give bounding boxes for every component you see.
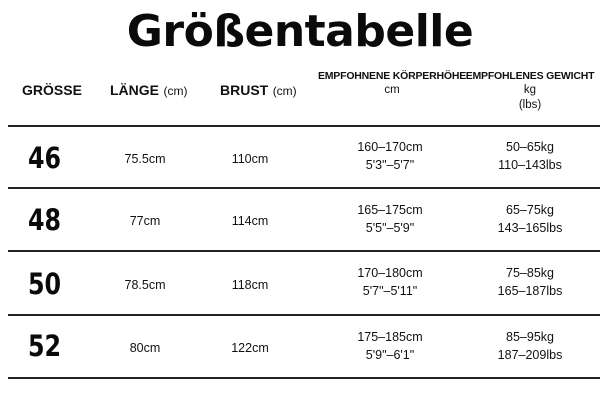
row-height-cm: 175–185cm: [357, 330, 423, 344]
row-chest: 122cm: [231, 341, 269, 355]
row-height: [325, 138, 455, 174]
header-chest-unit: (cm): [272, 84, 297, 98]
row-length: 78.5cm: [124, 278, 166, 292]
row-height-cm: 165–175cm: [357, 203, 423, 217]
row-weight-lbs: 187–209lbs: [497, 348, 563, 362]
header-chest-label: BRUST: [220, 82, 269, 98]
table-divider: [8, 314, 600, 316]
row-chest: 110cm: [231, 152, 269, 166]
header-size-label: GRÖSSE: [22, 82, 82, 98]
row-length: 77cm: [129, 214, 161, 228]
header-chest: [220, 82, 297, 100]
header-size: [22, 82, 82, 100]
row-weight: [465, 328, 595, 364]
row-height-ft: 5'5"–5'9": [365, 221, 415, 235]
row-length: 75.5cm: [124, 152, 166, 166]
row-chest: 118cm: [231, 278, 269, 292]
row-height-ft: 5'9"–6'1": [365, 348, 415, 362]
row-height-ft: 5'3"–5'7": [365, 158, 415, 172]
table-divider: [8, 250, 600, 252]
page-title: Größentabelle: [126, 6, 474, 57]
row-weight-kg: 50–65kg: [506, 140, 554, 154]
row-height: [325, 264, 455, 300]
row-length: 80cm: [129, 341, 161, 355]
row-chest: 114cm: [231, 214, 269, 228]
header-weight-unit: kg: [523, 84, 537, 96]
row-size-value: 52: [28, 329, 62, 363]
header-length-label: LÄNGE: [110, 82, 159, 98]
row-weight: [465, 201, 595, 237]
row-height-cm: 170–180cm: [357, 266, 423, 280]
row-weight-lbs: 110–143lbs: [498, 158, 562, 172]
table-divider: [8, 187, 600, 189]
header-weight-unit-lbs: (lbs): [518, 99, 542, 111]
row-height-cm: 160–170cm: [357, 140, 423, 154]
row-weight-lbs: 143–165lbs: [497, 221, 563, 235]
header-length-unit: (cm): [163, 84, 188, 98]
row-weight: [465, 138, 595, 174]
row-weight-kg: 85–95kg: [506, 330, 554, 344]
row-size-value: 50: [28, 267, 62, 301]
header-height: [312, 69, 472, 98]
row-weight-lbs: 165–187lbs: [497, 284, 563, 298]
row-height-ft: 5'7"–5'11": [362, 284, 418, 298]
header-height-label: EMPFOHNENE KÖRPERHÖHE: [317, 70, 467, 82]
row-weight-kg: 65–75kg: [506, 203, 554, 217]
header-length: [110, 82, 187, 100]
row-weight: [465, 264, 595, 300]
row-size-value: 48: [28, 203, 62, 237]
row-height: [325, 328, 455, 364]
row-size-value: 46: [28, 141, 62, 175]
table-divider: [8, 377, 600, 379]
row-weight-kg: 75–85kg: [506, 266, 554, 280]
header-weight-label: EMPFOHLENES GEWICHT: [465, 70, 595, 82]
header-height-unit: cm: [384, 84, 400, 96]
table-divider: [8, 125, 600, 127]
header-weight: [460, 69, 600, 113]
row-height: [325, 201, 455, 237]
